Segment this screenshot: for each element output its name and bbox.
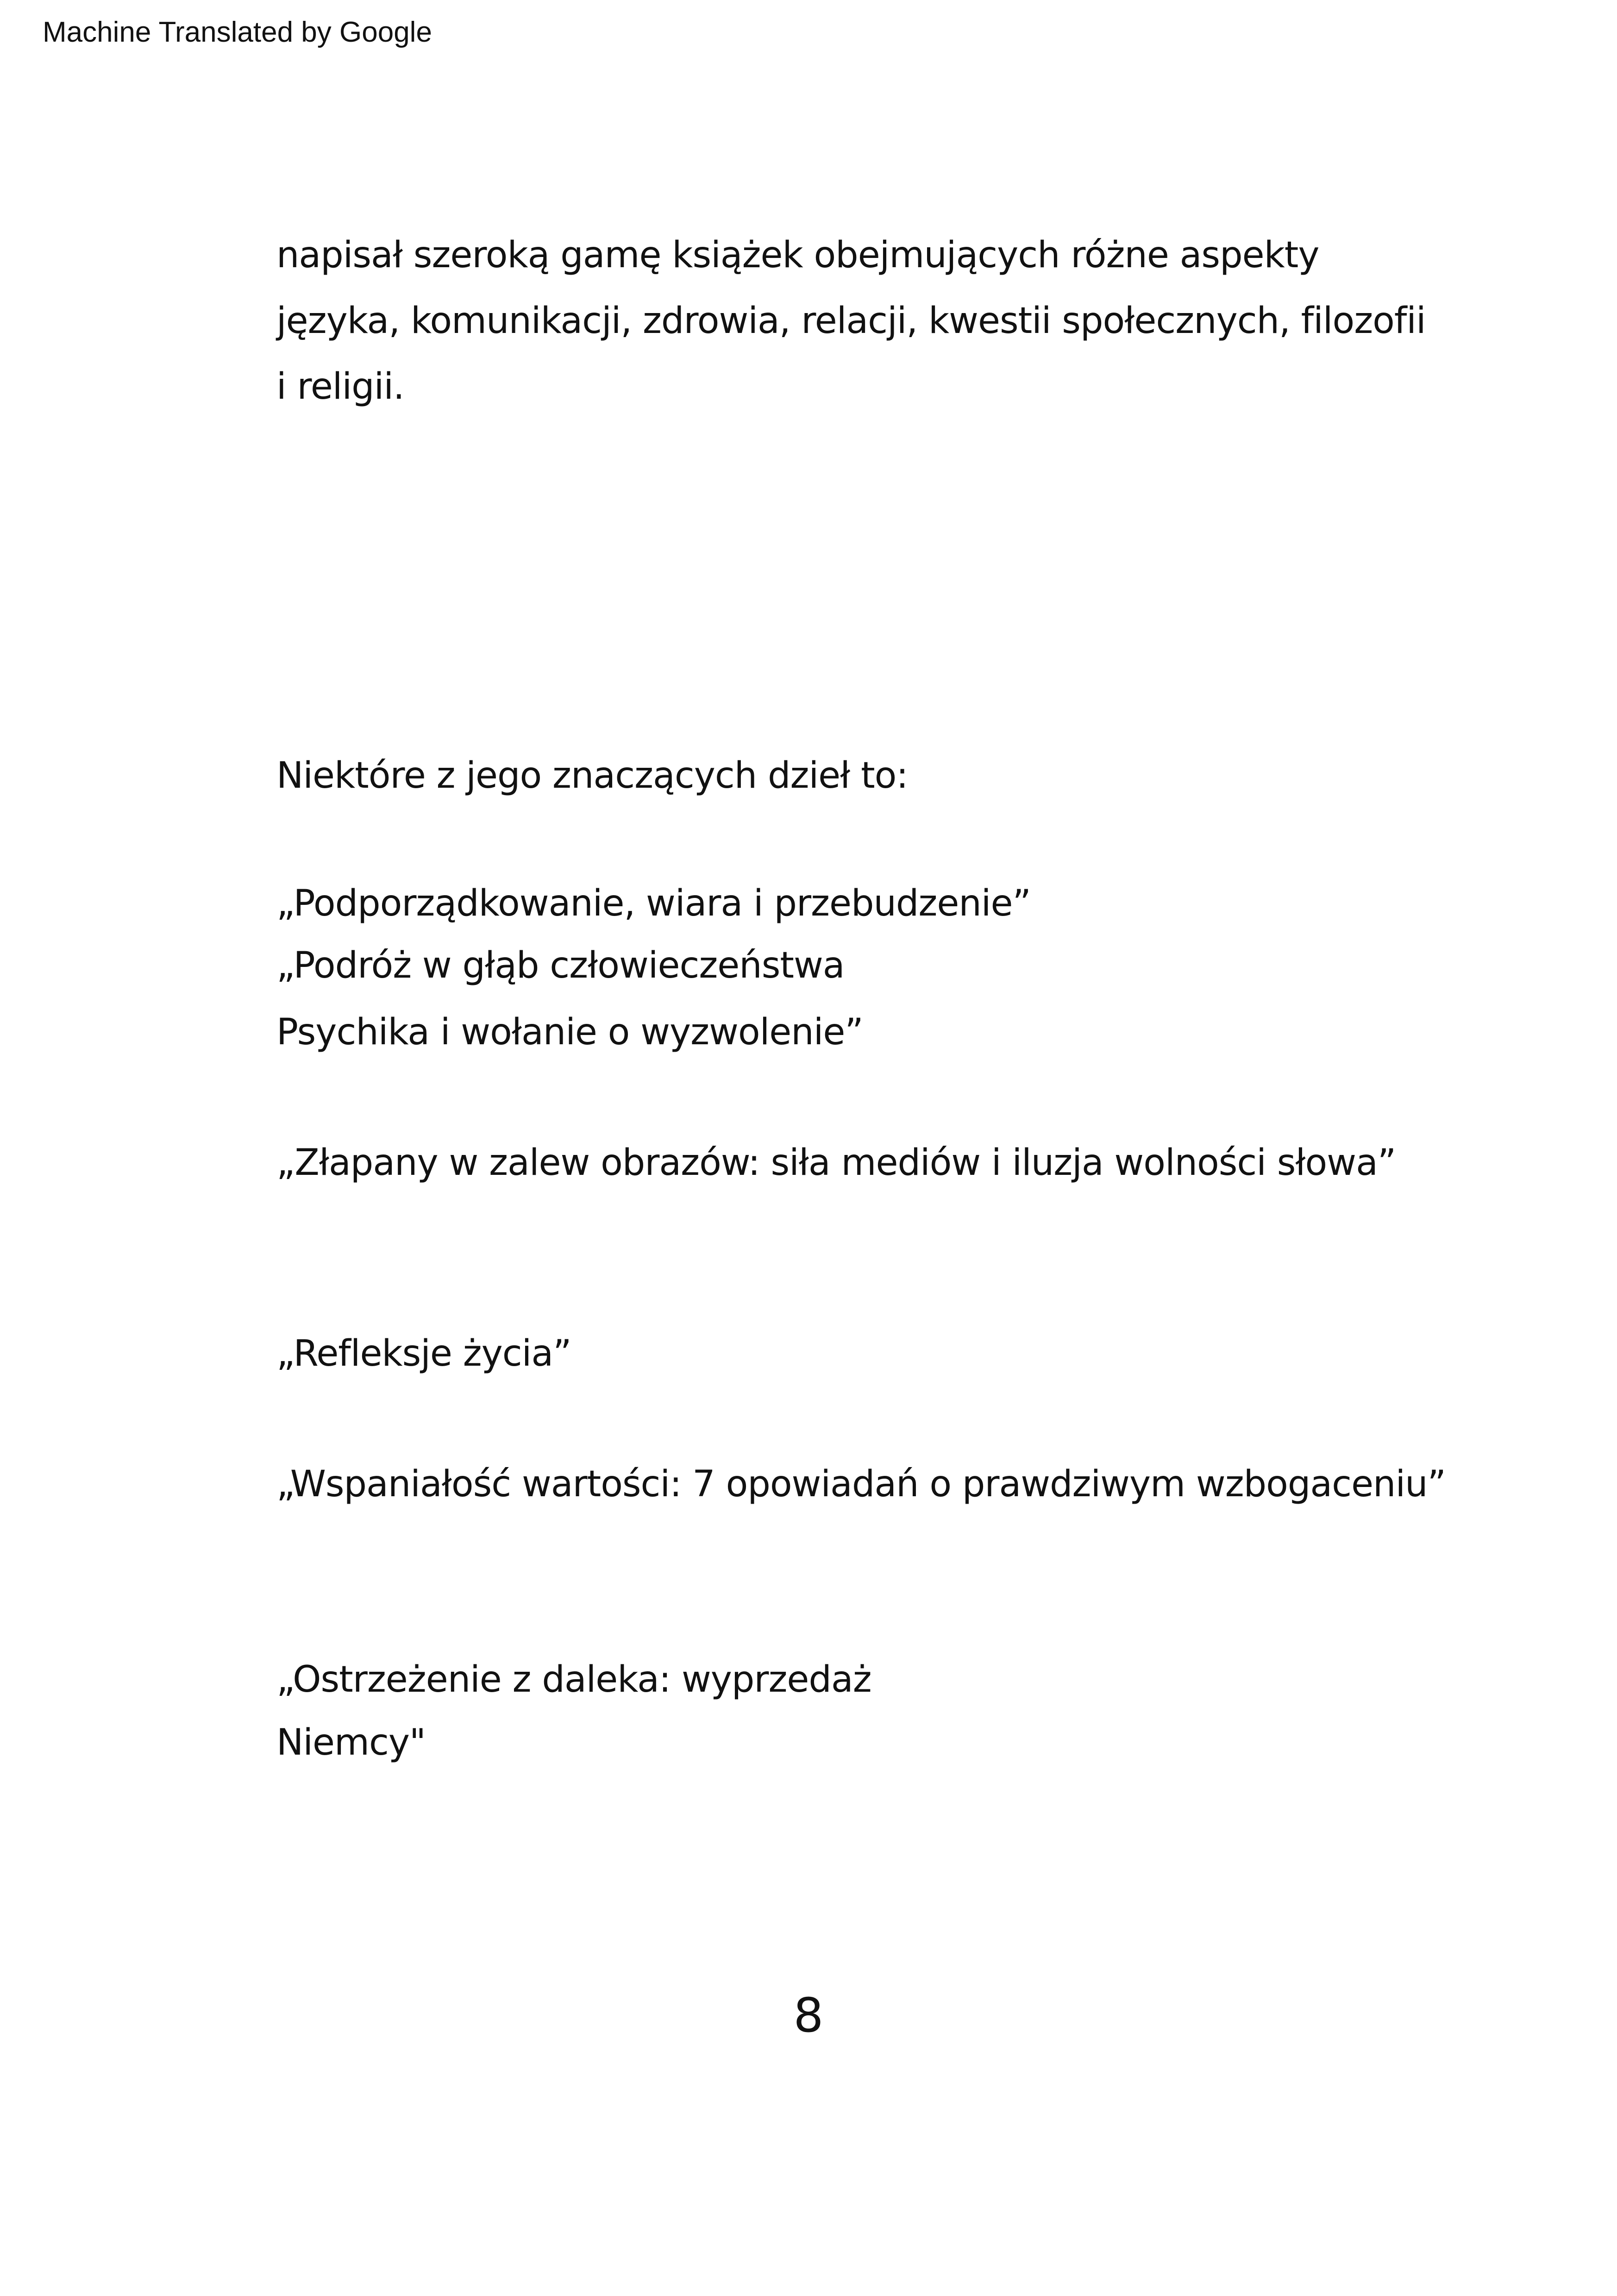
intro-line-3: i religii. xyxy=(276,366,404,408)
page-number: 8 xyxy=(793,1988,824,2043)
work-title-6-line-2: Niemcy" xyxy=(276,1722,426,1763)
work-title-6-line-1: „Ostrzeżenie z daleka: wyprzedaż xyxy=(276,1659,871,1700)
works-heading: Niektóre z jego znaczących dzieł to: xyxy=(276,755,908,797)
work-title-1: „Podporządkowanie, wiara i przebudzenie” xyxy=(276,883,1031,924)
work-title-4: „Refleksje życia” xyxy=(276,1333,571,1374)
work-title-2-line-2: Psychika i wołanie o wyzwolenie” xyxy=(276,1011,863,1053)
intro-line-1: napisał szeroką gamę książek obejmujących różne aspekty xyxy=(276,234,1319,276)
work-title-2-line-1: „Podróż w głąb człowieczeństwa xyxy=(276,945,845,986)
work-title-3: „Złapany w zalew obrazów: siła mediów i iluzja wolności słowa” xyxy=(276,1142,1396,1184)
intro-line-2: języka, komunikacji, zdrowia, relacji, kwestii społecznych, filozofii xyxy=(276,300,1426,342)
machine-translation-banner: Machine Translated by Google xyxy=(43,16,432,48)
work-title-5: „Wspaniałość wartości: 7 opowiadań o prawdziwym wzbogaceniu” xyxy=(276,1463,1446,1505)
